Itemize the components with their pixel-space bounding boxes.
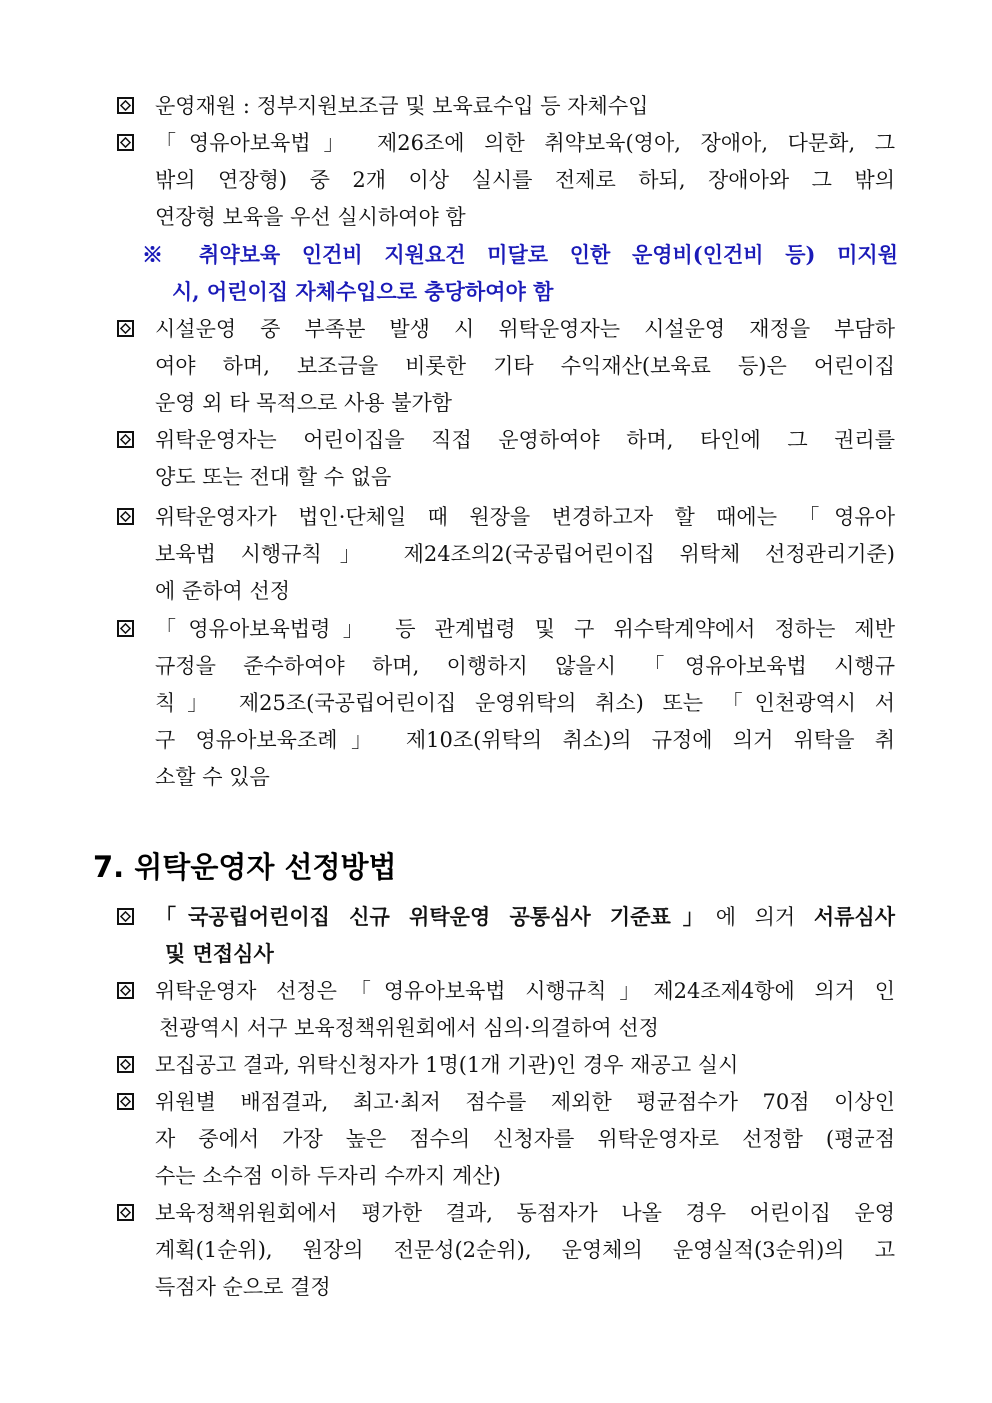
item-text: 에 의거 bbox=[715, 905, 814, 929]
bullet-icon bbox=[117, 908, 134, 925]
note-text: 취약보육 인건비 지원요건 미달로 인한 운영비(인건비 등) 미지원 bbox=[199, 242, 899, 267]
bullet-icon bbox=[117, 982, 134, 999]
bullet-icon bbox=[117, 134, 134, 151]
item-line: 칙」 제25조(국공립어린이집 운영위탁의 취소) 또는 「인천광역시 서 bbox=[155, 691, 895, 715]
item-line: 보육법 시행규칙」 제24조의2(국공립어린이집 위탁체 선정관리기준) bbox=[155, 542, 895, 566]
item-line bbox=[155, 902, 895, 932]
item-line: 및 면접심사 bbox=[165, 941, 274, 966]
item-line: 위탁운영자는 어린이집을 직접 운영하여야 하며, 타인에 그 권리를 bbox=[155, 428, 895, 452]
item-line: 밖의 연장형) 중 2개 이상 실시를 전제로 하되, 장애아와 그 밖의 bbox=[155, 168, 895, 192]
note-marker: ※ bbox=[142, 242, 178, 267]
bullet-icon bbox=[117, 431, 134, 448]
bullet-icon bbox=[117, 97, 134, 114]
item-line: 소할 수 있음 bbox=[155, 765, 270, 789]
bullet-icon bbox=[117, 1093, 134, 1110]
item-line: 자 중에서 가장 높은 점수의 신청자를 위탁운영자로 선정함 (평균점 bbox=[155, 1127, 895, 1151]
note-line bbox=[142, 240, 898, 270]
review-type: 서류심사 bbox=[813, 904, 895, 929]
item-line: 천광역시 서구 보육정책위원회에서 심의·의결하여 선정 bbox=[159, 1016, 659, 1040]
note-line: 시, 어린이집 자체수입으로 충당하여야 함 bbox=[172, 279, 554, 304]
item-line: 「영유아보육법」 제26조에 의한 취약보육(영아, 장애아, 다문화, 그 bbox=[155, 131, 895, 155]
item-line: 위원별 배점결과, 최고·최저 점수를 제외한 평균점수가 70점 이상인 bbox=[155, 1090, 895, 1114]
bullet-icon bbox=[117, 620, 134, 637]
criteria-title: 「국공립어린이집 신규 위탁운영 공통심사 기준표」 bbox=[155, 904, 716, 929]
item-line: 「영유아보육법령」 등 관계법령 및 구 위수탁계약에서 정하는 제반 bbox=[155, 617, 895, 641]
item-line: 규정을 준수하여야 하며, 이행하지 않을시 「영유아보육법 시행규 bbox=[155, 654, 895, 678]
item-line: 에 준하여 선정 bbox=[155, 579, 291, 603]
item-line: 양도 또는 전대 할 수 없음 bbox=[155, 465, 392, 489]
item-line: 위탁운영자 선정은「영유아보육법 시행규칙」제24조제4항에 의거 인 bbox=[155, 979, 895, 1003]
section-heading: 7. 위탁운영자 선정방법 bbox=[93, 850, 397, 884]
item-line: 구 영유아보육조례」 제10조(위탁의 취소)의 규정에 의거 위탁을 취 bbox=[155, 728, 895, 752]
item-line: 모집공고 결과, 위탁신청자가 1명(1개 기관)인 경우 재공고 실시 bbox=[155, 1053, 739, 1077]
item-line: 보육정책위원회에서 평가한 결과, 동점자가 나올 경우 어린이집 운영 bbox=[155, 1201, 895, 1225]
item-line: 계획(1순위), 원장의 전문성(2순위), 운영체의 운영실적(3순위)의 고 bbox=[155, 1238, 895, 1262]
item-line: 연장형 보육을 우선 실시하여야 함 bbox=[155, 205, 466, 229]
item-line: 운영재원 : 정부지원보조금 및 보육료수입 등 자체수입 bbox=[155, 94, 649, 118]
bullet-icon bbox=[117, 1204, 134, 1221]
item-line: 수는 소수점 이하 두자리 수까지 계산) bbox=[155, 1164, 501, 1188]
item-line: 득점자 순으로 결정 bbox=[155, 1275, 331, 1299]
item-line: 운영 외 타 목적으로 사용 불가함 bbox=[155, 391, 453, 415]
bullet-icon bbox=[117, 320, 134, 337]
item-line: 시설운영 중 부족분 발생 시 위탁운영자는 시설운영 재정을 부담하 bbox=[155, 317, 895, 341]
item-line: 위탁운영자가 법인·단체일 때 원장을 변경하고자 할 때에는 「영유아 bbox=[155, 505, 895, 529]
item-line: 여야 하며, 보조금을 비롯한 기타 수익재산(보육료 등)은 어린이집 bbox=[155, 354, 895, 378]
bullet-icon bbox=[117, 1056, 134, 1073]
bullet-icon bbox=[117, 508, 134, 525]
